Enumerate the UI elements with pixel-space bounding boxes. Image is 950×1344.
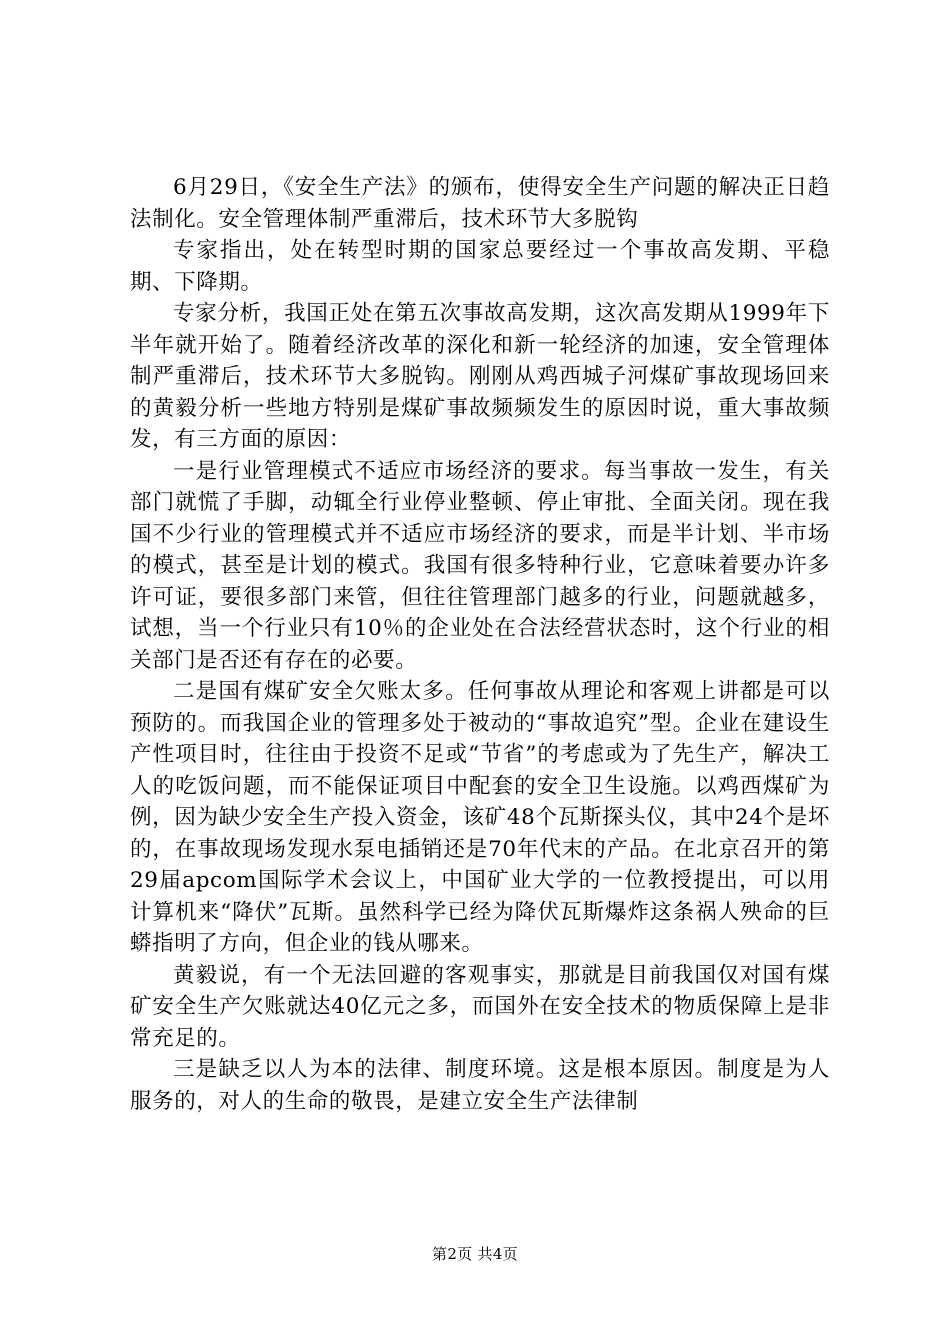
page-footer: 第2页 共4页 [432, 1245, 518, 1263]
paragraph-5: 二是国有煤矿安全欠账太多。任何事故从理论和客观上讲都是可以预防的。而我国企业的管理多处于被动的“事故追究”型。企业在建设生产性项目时，往往由于投资不足或“节省”的考虑或为了先生产，解决工人的吃饭问题，而不能保证项目中配套的安全卫生设施。以鸡西煤矿为例，因为缺少安全生产投入资金，该矿48个瓦斯探头仪，其中24个是坏的，在事故现场发现水泵电插销还是70年代末的产品。在北京召开的第29届apcom国际学术会议上，中国矿业大学的一位教授提出，可以用计算机来“降伏”瓦斯。虽然科学已经为降伏瓦斯爆炸这条祸人殃命的巨蟒指明了方向，但企业的钱从哪来。 [130, 679, 830, 956]
paragraph-6: 黄毅说，有一个无法回避的客观事实，那就是目前我国仅对国有煤矿安全生产欠账就达40亿元之多，而国外在安全技术的物质保障上是非常充足的。 [130, 962, 830, 1051]
paragraph-7: 三是缺乏以人为本的法律、制度环境。这是根本原因。制度是为人服务的，对人的生命的敬畏，是建立安全生产法律制 [130, 1057, 830, 1114]
paragraph-3: 专家分析，我国正处在第五次事故高发期，这次高发期从1999年下半年就开始了。随着经济改革的深化和新一轮经济的加速，安全管理体制严重滞后，技术环节大多脱钩。刚刚从鸡西城子河煤矿事故现场回来的黄毅分析一些地方特别是煤矿事故频频发生的原因时说，重大事故频发，有三方面的原因： [130, 301, 830, 452]
paragraph-4: 一是行业管理模式不适应市场经济的要求。每当事故一发生，有关部门就慌了手脚，动辄全行业停业整顿、停止审批、全面关闭。现在我国不少行业的管理模式并不适应市场经济的要求，而是半计划、半市场的模式，甚至是计划的模式。我国有很多特种行业，它意味着要办许多许可证，要很多部门来管，但往往管理部门越多的行业，问题就越多，试想，当一个行业只有10％的企业处在合法经营状态时，这个行业的相关部门是否还有存在的必要。 [130, 458, 830, 673]
paragraph-1: 6月29日，《安全生产法》的颁布，使得安全生产问题的解决正日趋法制化。安全管理体制严重滞后，技术环节大多脱钩 [130, 175, 830, 232]
paragraph-2: 专家指出，处在转型时期的国家总要经过一个事故高发期、平稳期、下降期。 [130, 238, 830, 295]
document-body [130, 172, 830, 1117]
